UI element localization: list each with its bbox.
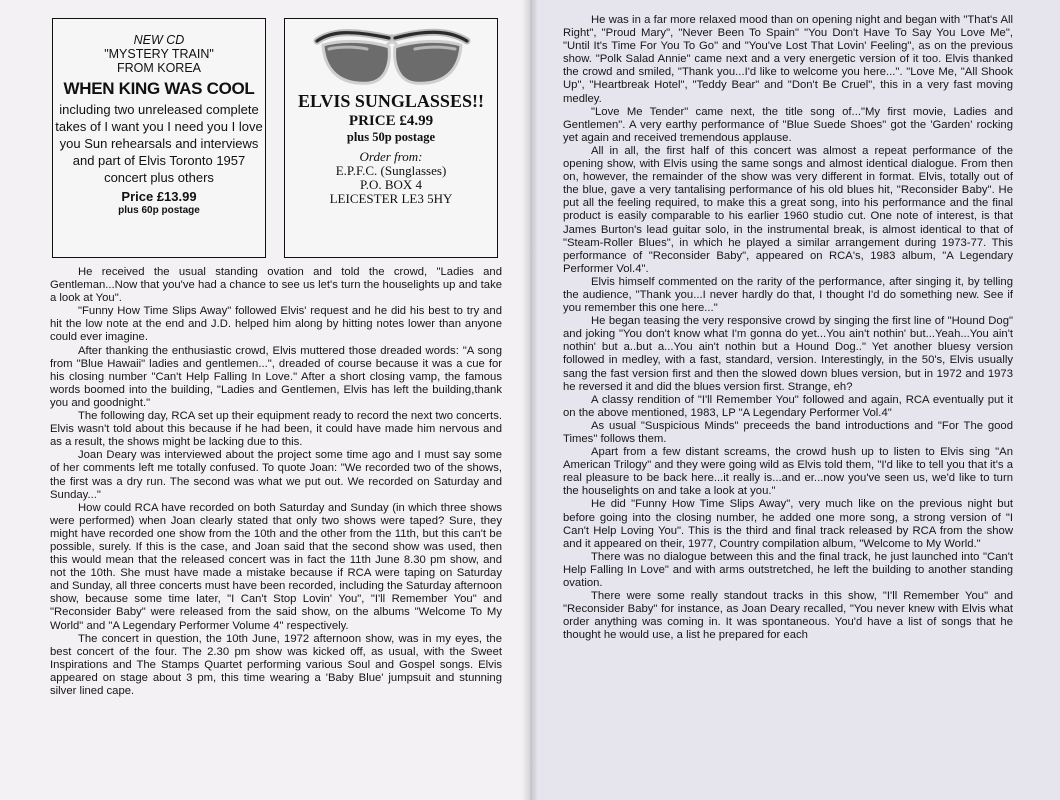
article-paragraph: After thanking the enthusiastic crowd, Elvis muttered those dreaded words: "A song from "Blue Hawaii" ladies and gentlemen...", dreaded of course because it was a cue for his closing number "Can't Help Falling In Love." After a short closing vamp, the famous words boomed into the building, "Ladies and Gentlemen, Elvis has left the building,thank you and goodnight.": [50, 344, 502, 409]
article-paragraph: He began teasing the very responsive crowd by singing the first line of "Hound Dog" and joking "You don't know what I'm gonna do yet...You ain't nothin' but...Yeah...You ain't nothin' but a..but a...You ain't nothin but a Hound Dog.." Yet another bluesy version followed in medley, with a fast, standard, version. Interestingly, in the 50's, Elvis usually sang the fast version first and then the slowed down blues version, but in 1972 and 1973 he reversed it and did the blues version first. Strange, eh?: [563, 315, 1013, 393]
cd-advert-body: including two unreleased complete takes of I want you I need you I love you Sun rehearsals and interviews and part of Elvis Toronto 1957 concert plus others: [55, 102, 263, 185]
article-paragraph: All in all, the first half of this concert was almost a repeat performance of the opening show, with Elvis using the same songs and almost identical dialogue. From then on, however, the remainder of the show was very different in format. Elvis, totally out of the blue, gave a very tantalising performance of his old blues hit, "Reconsider Baby". He put all the feeling required, to make this a great song, into his performance and the final product is easily comparable to his earlier 1960 studio cut. One note of interest, is that James Burton's lead guitar solo, in the instrumental break, is almost identical to that of "Steam-Roller Blues", in which he played a similar arrangement during 1973-77. This performance of "Reconsider Baby", appeared on RCA's, 1983 album, "A Legendary Performer Vol.4".: [563, 144, 1013, 275]
article-paragraph: Elvis himself commented on the rarity of the performance, after singing it, by telling the audience, "Thank you...I never hardly do that, I thought I'd do something new. See if you remember this one here...": [563, 275, 1013, 315]
article-paragraph: The following day, RCA set up their equipment ready to record the next two concerts. Elvis wasn't told about this because if he had been, it could have made him nervous and as a result, the shows might be lacking due to this.: [50, 410, 502, 449]
sunglasses-advert-postage: plus 50p postage: [346, 130, 436, 144]
sunglasses-advert: [284, 18, 498, 258]
sunglasses-image: [311, 27, 471, 91]
page-gutter-shadow: [522, 0, 538, 800]
article-paragraph: Apart from a few distant screams, the crowd hush up to listen to Elvis sing "An American Trilogy" and they were going wild as Elvis told them, "I'd like to tell you that it's a real pleasure to be back here...it really is...and er...now you've seen us, we'd like to turn the houselights on and take a look at you.": [563, 446, 1013, 498]
sunglasses-advert-address2: P.O. BOX 4: [359, 177, 423, 192]
article-paragraph: Joan Deary was interviewed about the project some time ago and I must say some of her comments left me totally confused. To quote Joan: "We recorded two of the shows, the first was a dry run. The second was what we put out. We recorded on Saturday and Sunday...": [50, 449, 502, 501]
sunglasses-advert-order: Order from:: [359, 149, 423, 164]
article-paragraph: The concert in question, the 10th June, 1972 afternoon show, was in my eyes, the best concert of the four. The 2.30 pm show was kicked off, as usual, with the Sweet Inspirations and The Stamps Quartet performing various Soul and Gospel songs. Elvis appeared on stage about 3 pm, this time wearing a 'Baby Blue' jumpsuit and stunning silver lined cape.: [50, 632, 502, 697]
article-paragraph: There was no dialogue between this and the final track, he just launched into "Can't Help Falling In Love" and with arms outstretched, he left the building to another standing ovation.: [563, 550, 1013, 590]
article-paragraph: A classy rendition of "I'll Remember You" followed and again, RCA eventually put it on the above mentioned, 1983, LP "A Legendary Performer Vol.4": [563, 393, 1013, 419]
article-paragraph: "Love Me Tender" came next, the title song of..."My first movie, Ladies and Gentlemen". A very earthy performance of "Blue Suede Shoes" got the 'Garden' rocking yet again and received tremendous applause.: [563, 105, 1013, 144]
cd-advert-price: Price £13.99: [121, 189, 197, 204]
sunglasses-advert-title: ELVIS SUNGLASSES!!: [298, 91, 484, 111]
article-paragraph: He received the usual standing ovation and told the crowd, "Ladies and Gentleman...Now that you've had a chance to see us let's turn the houselights up and take a look at You".: [50, 266, 502, 305]
sunglasses-advert-address1: E.P.F.C. (Sunglasses): [335, 163, 447, 178]
article-paragraph: He did "Funny How Time Slips Away", very much like on the previous night but before going into the closing number, he added one more song, a strong version of "I Can't Help Loving You". This is the third and final track released by RCA from the show and it appeared on their, 1977, Country compilation album, "Welcome to My World.": [563, 498, 1013, 550]
cd-advert-headline: WHEN KING WAS COOL: [63, 79, 255, 98]
article-paragraph: As usual "Suspicious Minds" preceeds the band introductions and "For The good Times" follows them.: [563, 419, 1013, 445]
article-paragraph: "Funny How Time Slips Away" followed Elvis' request and he did his best to try and hit the low note at the end and J.D. helped him along by hitting notes lower than anyone could ever imagine.: [50, 305, 502, 344]
cd-advert-postage: plus 60p postage: [118, 205, 200, 216]
article-paragraph: He was in a far more relaxed mood than on opening night and began with "That's All Right", "Proud Mary", "Never Been To Spain" "You Don't Have To Say You Love Me", "Until It's Time For You To Go" and "You've Lost That Lovin' Feeling", as on the previous show. "Polk Salad Annie" came next and a very energetic version of it too. Elvis thanked the crowd and smiled, "Thank you...I'd like to welcome you here...". "Love Me, "All Shook Up", "Heartbreak Hotel", "Teddy Bear" and "Don't Be Cruel", this in a very fast moving medley.: [563, 14, 1013, 105]
cd-advert: [52, 18, 266, 258]
cd-advert-line3: FROM KOREA: [116, 61, 202, 75]
cd-advert-line2: "MYSTERY TRAIN": [104, 47, 214, 61]
article-paragraph: How could RCA have recorded on both Saturday and Sunday (in which three shows were performed) when Joan clearly stated that only two shows were taped? Sure, they might have recorded one show from the 10th and the other from the 11th, but this can't be possible, surely. If this is the case, and Joan said that the second show was used, then this would mean that the released concert was in fact the 11th June 8.30 pm show, and not the 10th. She must have made a mistake because if RCA were taping on Saturday and Sunday, all three concerts must have been recorded, including the Saturday afternoon show, because some time later, "I Can't Stop Lovin' You", "I'll Remember You" and "Reconsider Baby" were released from the said show, on the albums "Welcome To My World" and "A Legendary Performer Volume 4" respectively.: [50, 501, 502, 632]
left-article-column: [50, 266, 502, 698]
right-article-column: [563, 14, 1013, 643]
sunglasses-advert-address3: LEICESTER LE3 5HY: [329, 191, 453, 206]
article-paragraph: There were some really standout tracks in this show, "I'll Remember You" and "Reconsider Baby" for instance, as Joan Deary recalled, "You never knew with Elvis what order anything was coming in. It was spontaneous. You'd have a list of songs that he thought he would use, a list he prepared for each: [563, 590, 1013, 642]
sunglasses-advert-price: PRICE £4.99: [348, 113, 434, 129]
cd-advert-line1: NEW CD: [133, 33, 185, 47]
